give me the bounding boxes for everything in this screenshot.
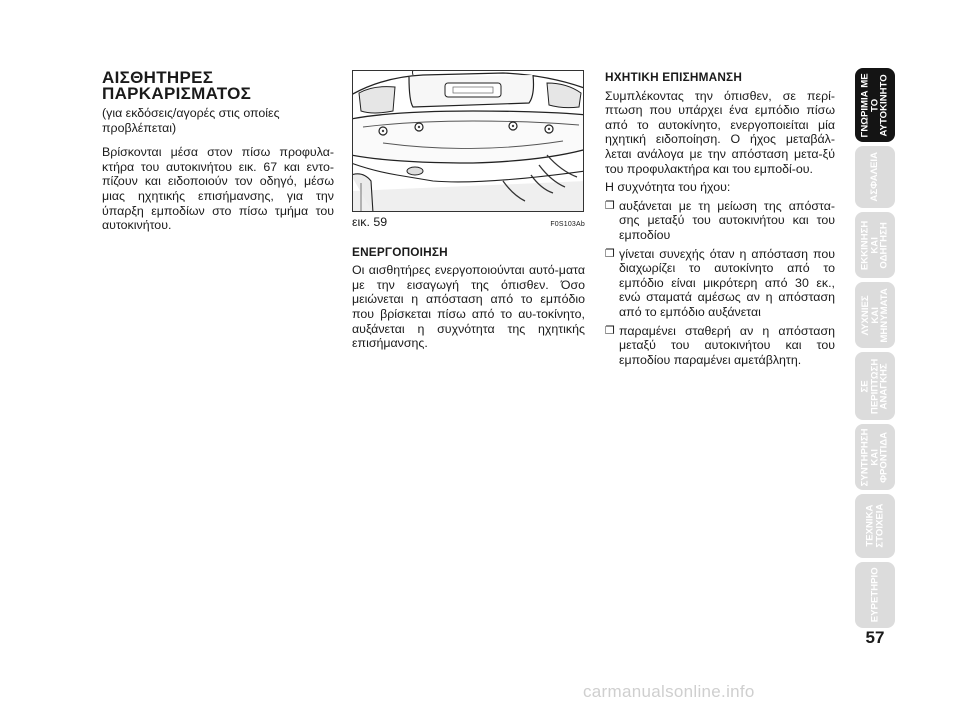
tab-lights-messages[interactable]: ΛΥΧΝΙΕΣ ΚΑΙ ΜΗΝΥΜΑΤΑ — [855, 282, 895, 348]
right-column — [605, 70, 835, 371]
tab-index[interactable]: ΕΥΡΕΤΗΡΙΟ — [855, 562, 895, 628]
list-item: ❐ γίνεται συνεχής όταν η απόσταση που διαχωρίζει το αυτοκίνητο από το εμπόδιο είναι μικρότερη από 30 εκ., ενώ σταματά αμέσως αν η απόσταση από το εμπόδιο αυξάνεται — [605, 246, 835, 319]
tab-technical-specs[interactable]: ΤΕΧΝΙΚΑ ΣΤΟΙΧΕΙΑ — [855, 494, 895, 558]
tab-getting-to-know-car[interactable]: ΓΝΩΡΙΜΙΑ ΜΕ ΤΟ ΑΥΤΟΚΙΝΗΤΟ — [855, 68, 895, 142]
list-item: ❐ αυξάνεται με τη μείωση της απόστα-σης μεταξύ του αυτοκινήτου και του εμποδίου — [605, 198, 835, 242]
middle-column — [352, 70, 585, 355]
figure-caption — [352, 215, 585, 233]
section-title — [102, 70, 334, 102]
activation-heading: ΕΝΕΡΓΟΠΟΙΗΣΗ — [352, 244, 448, 259]
car-rear-parking-sensors-illustration — [353, 71, 584, 212]
checkbox-bullet-icon: ❐ — [605, 247, 615, 260]
checkbox-bullet-icon: ❐ — [605, 324, 615, 337]
acoustic-heading: ΗΧΗΤΙΚΗ ΕΠΙΣΗΜΑΝΣΗ — [605, 70, 743, 84]
watermark: carmanualsonline.info — [583, 682, 755, 701]
section-title-line2: ΠΑΡΚΑΡΙΣΜΑΤΟΣ — [102, 84, 252, 103]
checkbox-bullet-icon: ❐ — [605, 199, 615, 212]
list-item: ❐ παραμένει σταθερή αν η απόσταση μεταξύ του αυτοκινήτου και του εμποδίου παραμένει αμετάβλητη. — [605, 323, 835, 367]
figure-code: F0S103Ab — [550, 221, 585, 228]
frequency-lead: Η συχνότητα του ήχου: — [605, 180, 731, 195]
section-title-line1: ΑΙΣΘΗΤΗΡΕΣ — [102, 68, 214, 87]
tab-safety[interactable]: ΑΣΦΑΛΕΙΑ — [855, 146, 895, 208]
tab-starting-driving[interactable]: ΕΚΚΙΝΗΣΗ ΚΑΙ ΟΔΗΓΗΣΗ — [855, 212, 895, 278]
figure-car-rear — [352, 70, 584, 212]
intro-paragraph: Βρίσκονται μέσα στον πίσω προφυλα-κτήρα του αυτοκινήτου εικ. 67 και εντο-πίζουν και ειδοποιούν τον οδηγό, μέσω μιας ηχητικής επισήμανσης, για την ύπαρξη εμποδίων στο πίσω τμήμα του αυτοκινήτου. — [102, 145, 334, 233]
figure-label: εικ. 59 — [352, 215, 388, 229]
tab-maintenance-care[interactable]: ΣΥΝΤΗΡΗΣΗ ΚΑΙ ΦΡΟΝΤΙΔΑ — [855, 424, 895, 490]
section-subtitle: (για εκδόσεις/αγορές στις οποίες προβλέπεται) — [102, 106, 280, 135]
frequency-list — [605, 199, 835, 368]
page-number: 57 — [865, 628, 885, 647]
left-column — [102, 70, 334, 237]
activation-paragraph: Οι αισθητήρες ενεργοποιούνται αυτό-ματα με την εισαγωγή της όπισθεν. Όσο μειώνεται η απόσταση από το εμπόδιο που βρίσκεται πίσω από το αυ-τοκίνητο, αυξάνεται η συχνότητα της ηχητικής επισήμανσης. — [352, 263, 585, 351]
acoustic-paragraph: Συμπλέκοντας την όπισθεν, σε περί-πτωση που υπάρχει ένα εμπόδιο πίσω από το αυτοκίνητο, ενεργοποιείται μία ηχητική ειδοποίηση. Ο ήχος μεταβάλ-λεται ανάλογα με την απόσταση μετα-ξύ του προφυλακτήρα και του εμποδί-ου. — [605, 88, 835, 176]
tab-emergency[interactable]: ΣΕ ΠΕΡΙΠΤΩΣΗ ΑΝΑΓΚΗΣ — [855, 352, 895, 420]
